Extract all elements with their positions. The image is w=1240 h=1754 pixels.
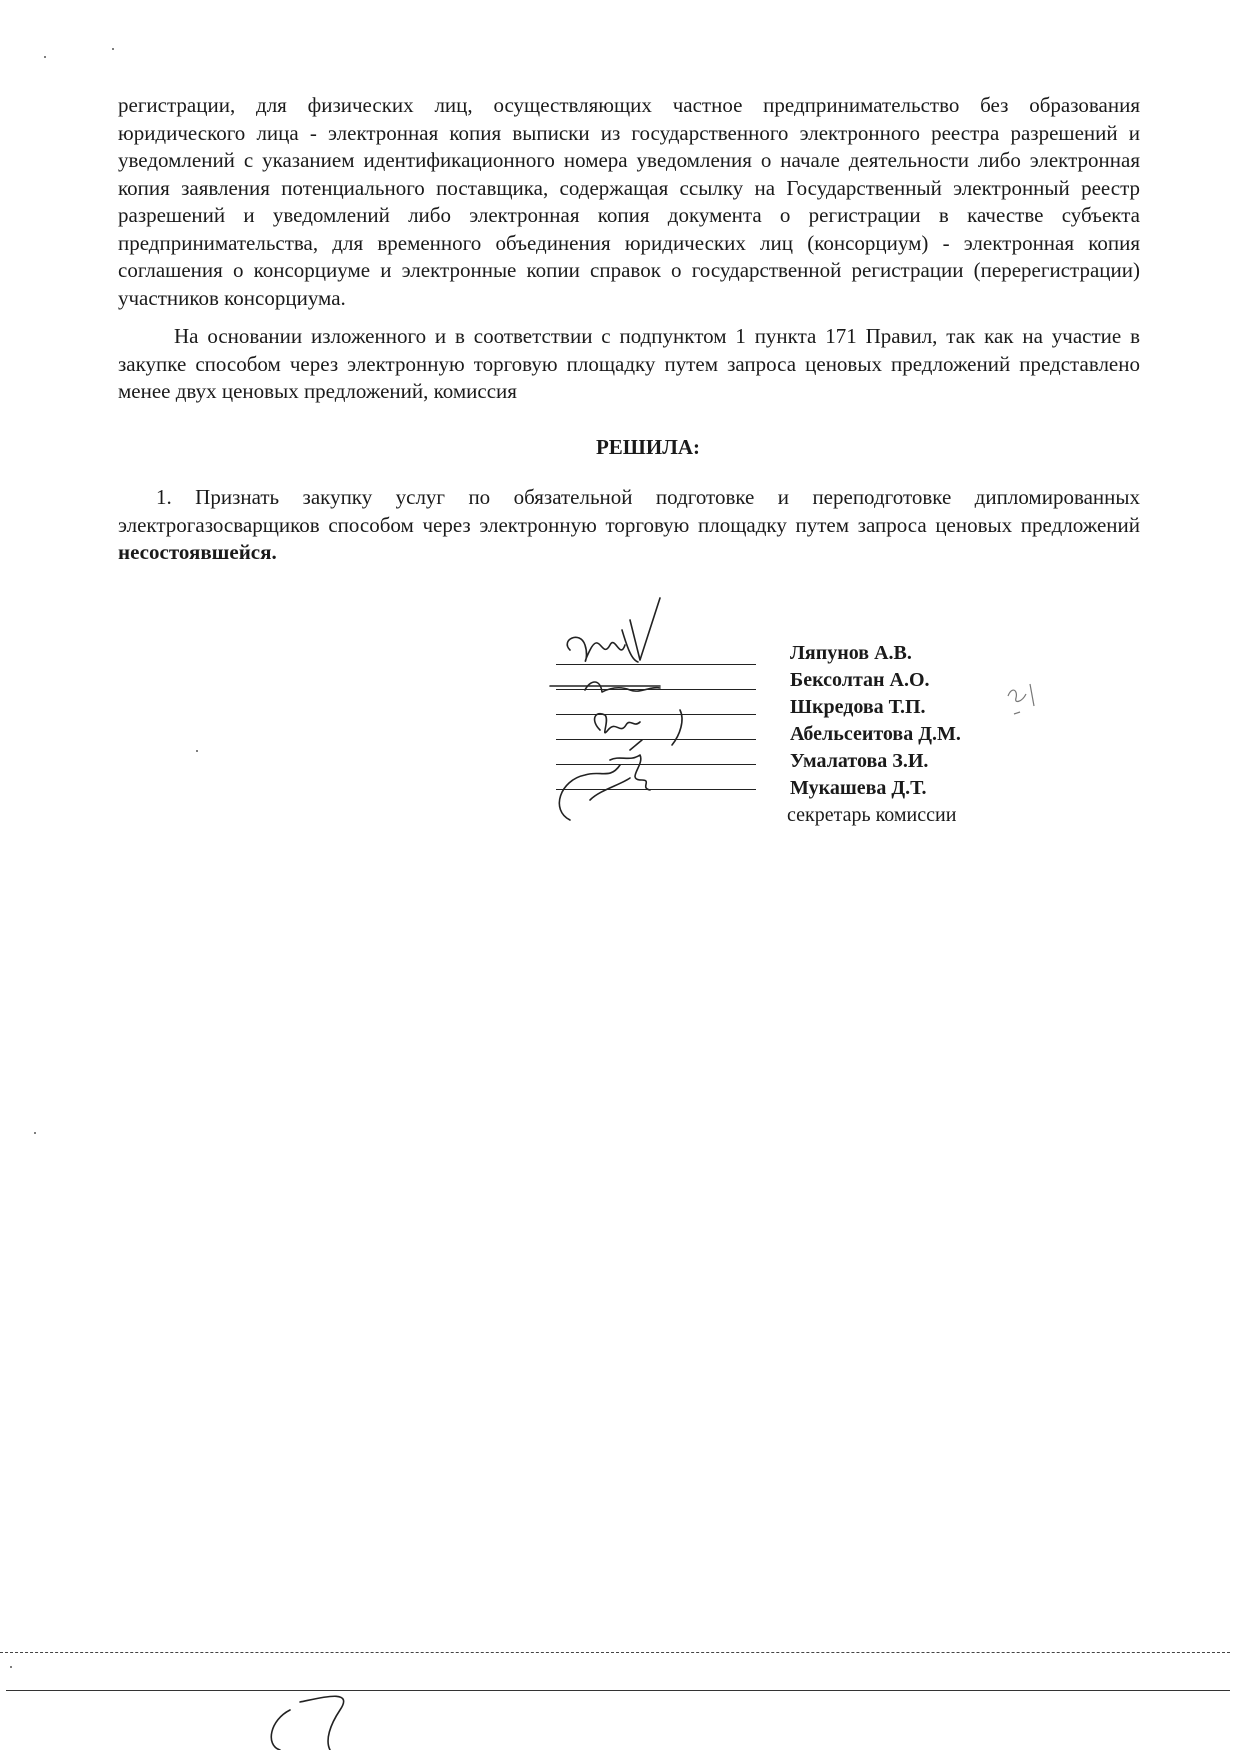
- secretary-role: секретарь комиссии: [787, 804, 957, 826]
- signatory-name: Ляпунов А.В.: [790, 642, 912, 664]
- handwritten-page-mark: [250, 1690, 380, 1750]
- paragraph-registration: регистрации, для физических лиц, осуществляющих частное предпринимательство без образования юридического лица - электронная копия выписки из государственного электронного реестра разрешений и уведомлений с указанием идентификационного номера уведомления о начале деятельности либо электронная копия заявления потенциального поставщика, содержащая ссылку на Государственный электронный реестр разрешений и уведомлений либо электронная копия документа о регистрации в качестве субъекта предпринимательства, для временного объединения юридических лиц (консорциум) - электронная копия соглашения о консорциуме и электронные копии справок о государственной регистрации (перерегистрации) участников консорциума.: [118, 93, 1140, 310]
- decision-item-text: 1. Признать закупку услуг по обязательной подготовке и переподготовке дипломированных электрогазосварщиков способом через электронную торговую площадку путем запроса ценовых предложений: [118, 485, 1140, 537]
- footer-solid-divider: [6, 1690, 1230, 1691]
- scan-speck: [44, 56, 46, 58]
- signatories-list: [787, 640, 961, 829]
- scan-speck: [196, 750, 198, 752]
- handwritten-signatures: [530, 590, 790, 850]
- decision-heading: РЕШИЛА:: [595, 435, 701, 459]
- paragraph-basis: На основании изложенного и в соответствии с подпунктом 1 пункта 171 Правил, так как на участие в закупке способом через электронную торговую площадку путем запроса ценовых предложений представлено менее двух ценовых предложений, комиссия: [118, 324, 1140, 403]
- signatory-name: Мукашева Д.Т.: [790, 777, 927, 799]
- signatory-name: Бексолтан А.О.: [790, 669, 930, 691]
- scan-speck: [112, 48, 114, 50]
- decision-item-bold: несостоявшейся.: [118, 540, 277, 564]
- handwritten-mark: [1000, 676, 1050, 726]
- signatory-name: Шкредова Т.П.: [790, 696, 926, 718]
- scan-speck: [10, 1666, 12, 1668]
- signatory-name: Умалатова З.И.: [790, 750, 929, 772]
- decision-item-1: [118, 484, 1140, 567]
- signatory-name: Абельсеитова Д.М.: [790, 723, 961, 745]
- scan-speck: [34, 1132, 36, 1134]
- footer-dashed-divider: [0, 1652, 1230, 1653]
